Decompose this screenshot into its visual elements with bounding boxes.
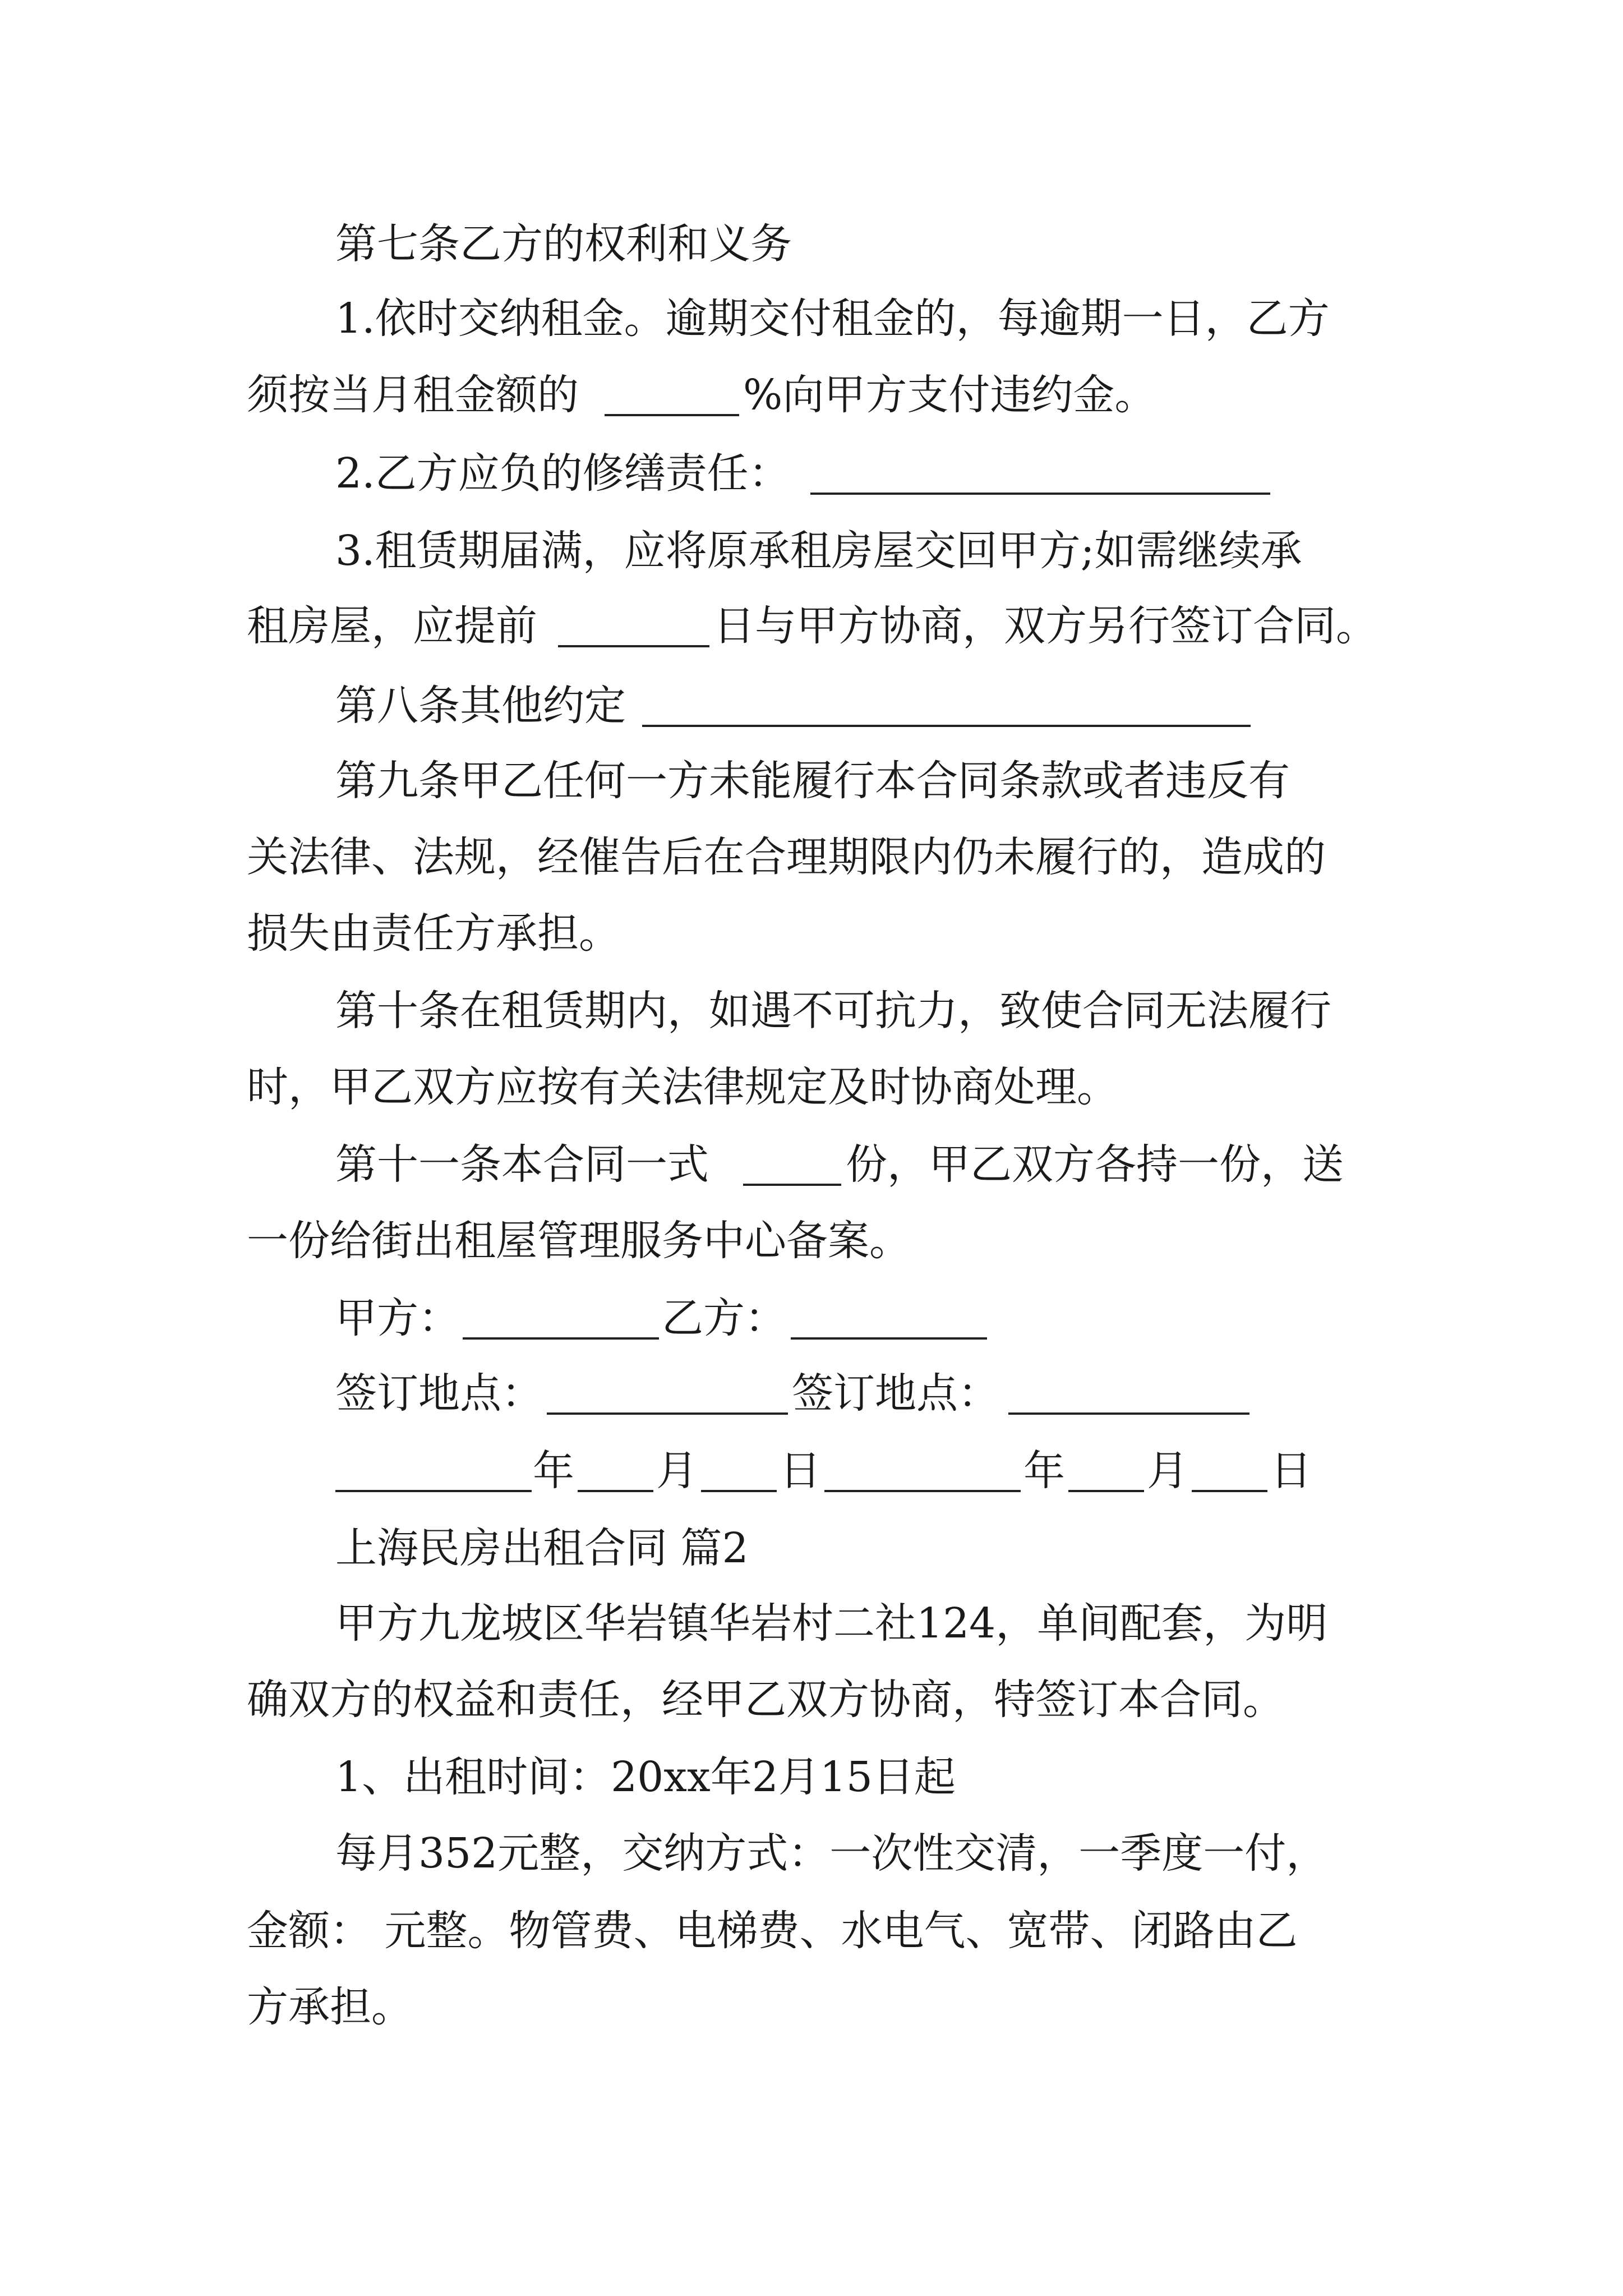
text: 第十条在租赁期内，如遇不可抗力，致使合同无法履行 (335, 987, 1331, 1035)
text: 关法律、法规，经催告后在合理期限内仍未履行的，造成的 (247, 833, 1326, 881)
blank-field (605, 414, 739, 416)
paragraph-line (0, 972, 1623, 1050)
paragraph-line (0, 1660, 1623, 1739)
text: 2.乙方应负的修缮责任： (335, 449, 790, 498)
paragraph-line (0, 587, 1623, 665)
paragraph-line (0, 356, 1623, 434)
text: 确双方的权益和责任，经甲乙双方协商，特签订本合同。 (247, 1676, 1284, 1724)
paragraph-line (0, 1202, 1623, 1280)
party-a-label: 甲方： (335, 1294, 460, 1342)
signature-parties-line (0, 1279, 1623, 1358)
year-blank-a (335, 1490, 532, 1492)
text: 日与甲方协商，双方另行签订合同。 (713, 602, 1377, 650)
text: 须按当月租金额的 (247, 371, 579, 419)
party-b-blank (791, 1337, 987, 1340)
location-label-a: 签订地点： (335, 1369, 543, 1418)
text: 年 (1023, 1447, 1065, 1495)
location-blank-a (547, 1412, 788, 1415)
paragraph-line (0, 1968, 1623, 2046)
paragraph-line (0, 818, 1623, 896)
month-blank-a (578, 1490, 653, 1492)
blank-field (743, 1184, 841, 1186)
text: 日 (780, 1447, 821, 1495)
text: 第七条乙方的权利和义务 (335, 220, 792, 268)
text: 份，甲乙双方各持一份，送 (846, 1140, 1344, 1189)
text: 3.租赁期届满，应将原承租房屋交回甲方;如需继续承 (335, 527, 1302, 575)
signature-location-line (0, 1354, 1623, 1433)
text: 第八条其他约定 (335, 682, 626, 730)
text: 租房屋，应提前 (247, 602, 537, 650)
day-blank-a (701, 1490, 777, 1492)
day-blank-b (1192, 1490, 1267, 1492)
signature-date-line (0, 1432, 1623, 1510)
paragraph-line (0, 894, 1623, 973)
text: 上海民房出租合同 篇2 (335, 1524, 749, 1572)
paragraph-line (0, 1048, 1623, 1126)
location-blank-b (1008, 1412, 1249, 1415)
text: 月 (1147, 1447, 1188, 1495)
paragraph-line (0, 279, 1623, 358)
paragraph-line (0, 512, 1623, 590)
text: 甲方九龙坡区华岩镇华岩村二社124，单间配套，为明 (335, 1599, 1328, 1648)
article-7-heading (0, 205, 1623, 283)
party-b-label: 乙方： (662, 1294, 786, 1342)
text: 第十一条本合同一式 (335, 1140, 709, 1189)
text: 金额： 元整。物管费、电梯费、水电气、宽带、闭路由乙 (247, 1907, 1298, 1955)
paragraph-line (0, 434, 1623, 513)
article-8-heading (0, 666, 1623, 745)
text: 第九条甲乙任何一方未能履行本合同条款或者违反有 (335, 757, 1290, 805)
blank-field (810, 493, 1270, 495)
text: %向甲方支付违约金。 (743, 371, 1156, 419)
text: 1.依时交纳租金。逾期交付租金的，每逾期一日，乙方 (335, 295, 1330, 343)
year-blank-b (824, 1490, 1021, 1492)
paragraph-line (0, 1738, 1623, 1816)
paragraph-line (0, 1892, 1623, 1970)
location-label-b: 签订地点： (792, 1369, 999, 1418)
section-title (0, 1509, 1623, 1588)
month-blank-b (1068, 1490, 1144, 1492)
text: 时，甲乙双方应按有关法律规定及时协商处理。 (247, 1063, 1118, 1111)
paragraph-line (0, 1814, 1623, 1893)
text: 一份给街出租屋管理服务中心备案。 (247, 1217, 911, 1265)
party-a-blank (463, 1337, 659, 1340)
blank-field (642, 725, 1251, 727)
paragraph-line (0, 1584, 1623, 1663)
text: 年 (533, 1447, 574, 1495)
blank-field (558, 645, 709, 647)
paragraph-line (0, 742, 1623, 820)
text: 方承担。 (247, 1983, 413, 2031)
text: 每月352元整，交纳方式：一次性交清，一季度一付， (335, 1829, 1328, 1878)
text: 月 (656, 1447, 698, 1495)
paragraph-line (0, 1125, 1623, 1204)
text: 日 (1270, 1447, 1312, 1495)
text: 1、出租时间：20xx年2月15日起 (335, 1753, 956, 1801)
text: 损失由责任方承担。 (247, 909, 620, 958)
